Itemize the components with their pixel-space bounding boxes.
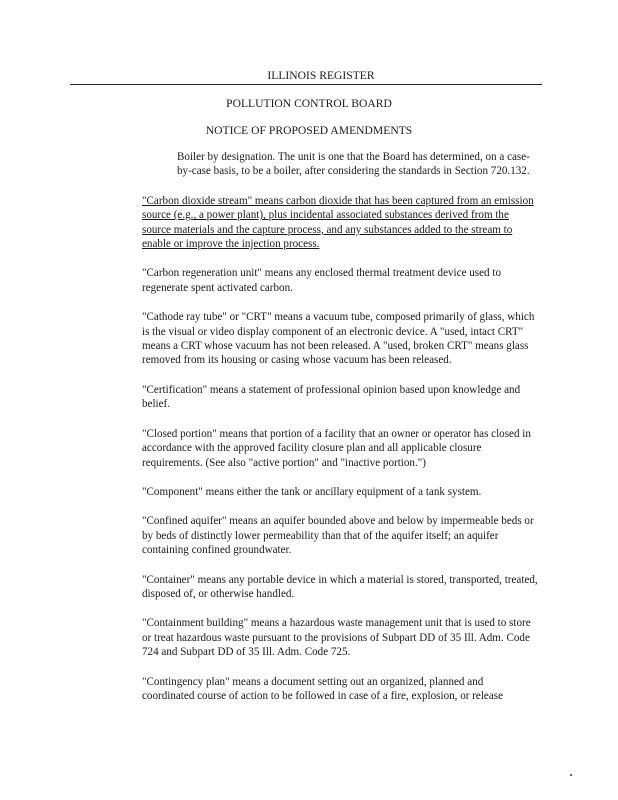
paragraph-component: "Component" means either the tank or ancillary equipment of a tank system.	[142, 485, 482, 498]
paragraph-closed-portion: "Closed portion" means that portion of a facility that an owner or operator has closed in accordance with the approved facility closure plan and all applicable closure requirements. (See also "active portion" and "inactive portion.")	[142, 427, 531, 469]
paragraph-carbon-regeneration-unit: "Carbon regeneration unit" means any enclosed thermal treatment device used to regenerate spent activated carbon.	[142, 267, 501, 294]
scan-speck	[570, 774, 572, 776]
paragraph-container: "Container" means any portable device in which a material is stored, transported, treated, disposed of, or otherwise handled.	[142, 573, 538, 600]
board-heading: POLLUTION CONTROL BOARD	[226, 97, 392, 110]
document-body	[142, 150, 538, 718]
register-heading: ILLINOIS REGISTER	[264, 69, 377, 82]
paragraph-carbon-dioxide-stream: "Carbon dioxide stream" means carbon dioxide that has been captured from an emission source (e.g., a power plant), plus incidental associated substances derived from the source materials and the capture process, and any substances added to the stream to enable or improve the injection process.	[142, 194, 534, 251]
header-rule	[70, 84, 542, 85]
register-heading-wrap	[0, 69, 618, 83]
paragraph-certification: "Certification" means a statement of professional opinion based upon knowledge and belief.	[142, 383, 521, 411]
paragraph-containment-building: "Containment building" means a hazardous waste management unit that is used to store or treat hazardous waste pursuant to the provisions of Subpart DD of 35 Ill. Adm. Code 724 and Subpart DD of 35 Ill. Adm. Code 725.	[142, 617, 531, 659]
notice-heading: NOTICE OF PROPOSED AMENDMENTS	[205, 124, 413, 137]
paragraph-confined-aquifer: "Confined aquifer" means an aquifer bounded above and below by impermeable beds or by beds of distinctly lower permeability than that of the aquifer itself; an aquifer containing confined groundwater.	[142, 515, 534, 557]
paragraph-contingency-plan: "Contingency plan" means a document setting out an organized, planned and coordinated course of action to be followed in case of a fire, explosion, or release	[142, 675, 504, 702]
paragraph-boiler: Boiler by designation. The unit is one that the Board has determined, on a case-by-case basis, to be a boiler, after considering the standards in Section 720.132.	[177, 151, 530, 178]
paragraph-cathode-ray-tube: "Cathode ray tube" or "CRT" means a vacuum tube, composed primarily of glass, which is the visual or video display component of an electronic device. A "used, intact CRT" means a CRT whose vacuum has not been released. A "used, broken CRT" means glass removed from its housing or casing whose vacuum has been released.	[142, 311, 535, 367]
